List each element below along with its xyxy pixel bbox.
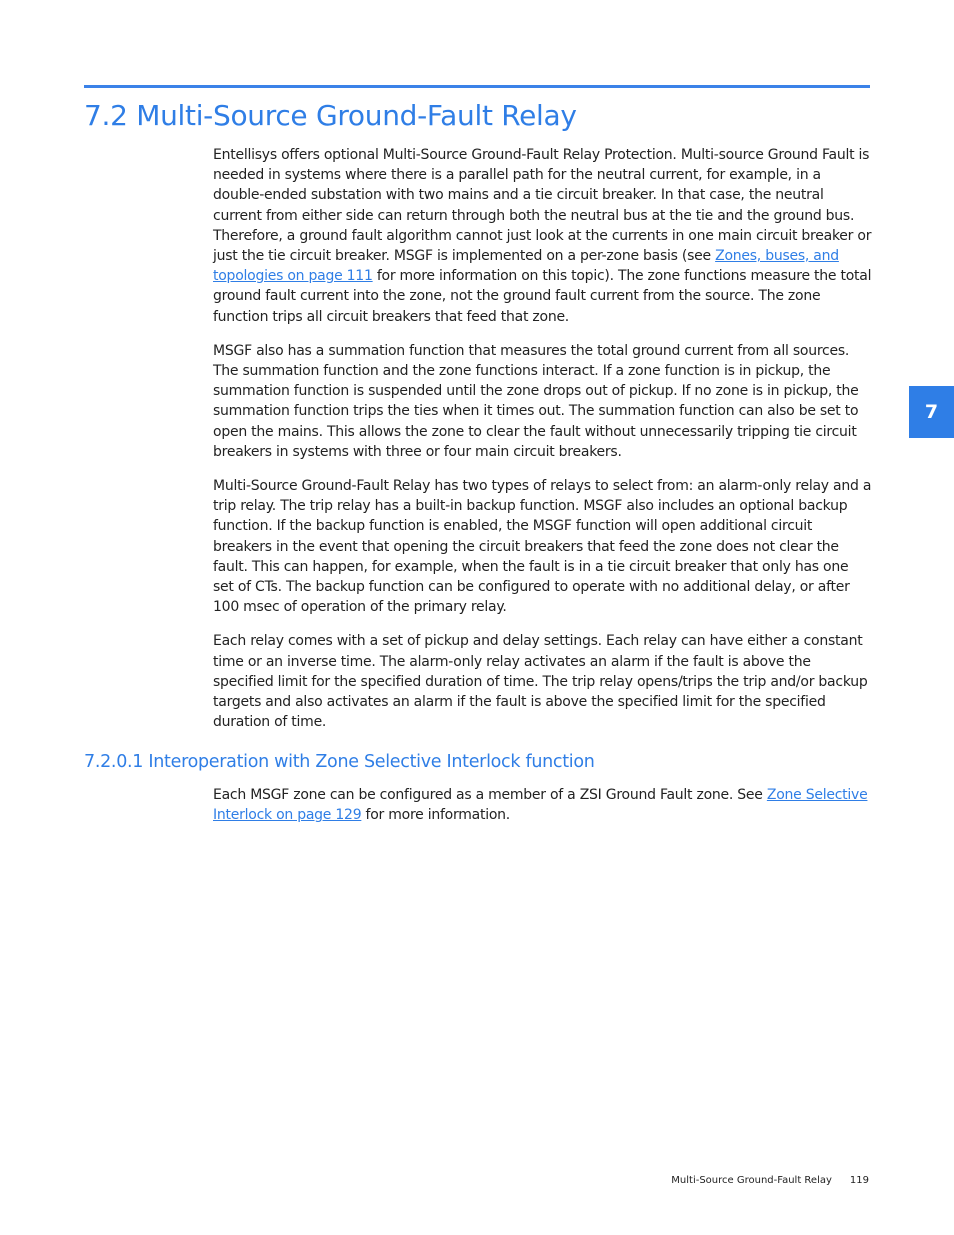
paragraph-relay-types: Multi-Source Ground-Fault Relay has two types of relays to select from: an alarm-only relay and a trip relay. The trip relay has a built-in backup function. MSGF also includes an optional backup function. If the backup function is enabled, the MSGF function will open additional circuit breakers in the event that opening the circuit breakers that feed the zone does not clear the fault. This can happen, for example, when the fault is in a tie circuit breaker that only has one set of CTs. The backup function can be configured to operate with no additional delay, or after 100 msec of operation of the primary relay. [213, 478, 872, 616]
chapter-tab-number: 7 [924, 401, 939, 423]
footer-section-name: Multi-Source Ground-Fault Relay [671, 1175, 832, 1186]
paragraph-intro-text-start: Entellisys offers optional Multi-Source Ground-Fault Relay Protection. Multi-source Ground Fault is needed in systems where there is a parallel path for the neutral current, for example, in a double-ended substation with two mains and a tie circuit breaker. In that case, the neutral current from either side can return through both the neutral bus at the tie and the ground bus. Therefore, a ground fault algorithm cannot just look at the currents in one main circuit breaker or just the tie circuit breaker. MSGF is implemented on a per-zone basis (see [213, 147, 872, 265]
page-footer [671, 1174, 869, 1188]
paragraph-pickup-delay: Each relay comes with a set of pickup and delay settings. Each relay can have either a constant time or an inverse time. The alarm-only relay activates an alarm if the fault is above the specified limit for the specified duration of time. The trip relay opens/trips the trip and/or backup targets and also activates an alarm if the fault is above the specified limit for the specified duration of time. [213, 633, 868, 731]
chapter-tab[interactable] [909, 386, 954, 438]
section-title: 7.2 Multi-Source Ground-Fault Relay [84, 99, 577, 132]
paragraph-zsi-text-end: for more information. [361, 807, 510, 824]
paragraph-zsi-text-start: Each MSGF zone can be configured as a member of a ZSI Ground Fault zone. See [213, 787, 767, 803]
footer-page-number: 119 [849, 1175, 869, 1186]
subsection-body [213, 785, 873, 839]
zone-selective-interlock-link[interactable]: Zone Selective Interlock on page 129 [213, 787, 868, 824]
paragraph-summation: MSGF also has a summation function that measures the total ground current from all sources. The summation function and the zone functions interact. If a zone function is in pickup, the summation function is suspended until the zone drops out of pickup. If no zone is in pickup, the summation function trips the ties when it times out. The summation function can also be set to open the mains. This allows the zone to clear the fault without unnecessarily tripping tie circuit breakers in systems with three or four main circuit breakers. [213, 342, 859, 460]
paragraph-intro [213, 145, 873, 327]
section-body [213, 145, 873, 746]
paragraph-intro-text-end: for more information on this topic). The zone functions measure the total ground fault current into the zone, not the ground fault current from the source. The zone function trips all circuit breakers that feed that zone. [213, 268, 872, 325]
zones-buses-topologies-link[interactable]: Zones, buses, and topologies on page 111 [213, 248, 839, 285]
section-top-rule [84, 85, 870, 88]
paragraph-zsi [213, 785, 873, 825]
subsection-title: 7.2.0.1 Interoperation with Zone Selective Interlock function [84, 752, 595, 772]
